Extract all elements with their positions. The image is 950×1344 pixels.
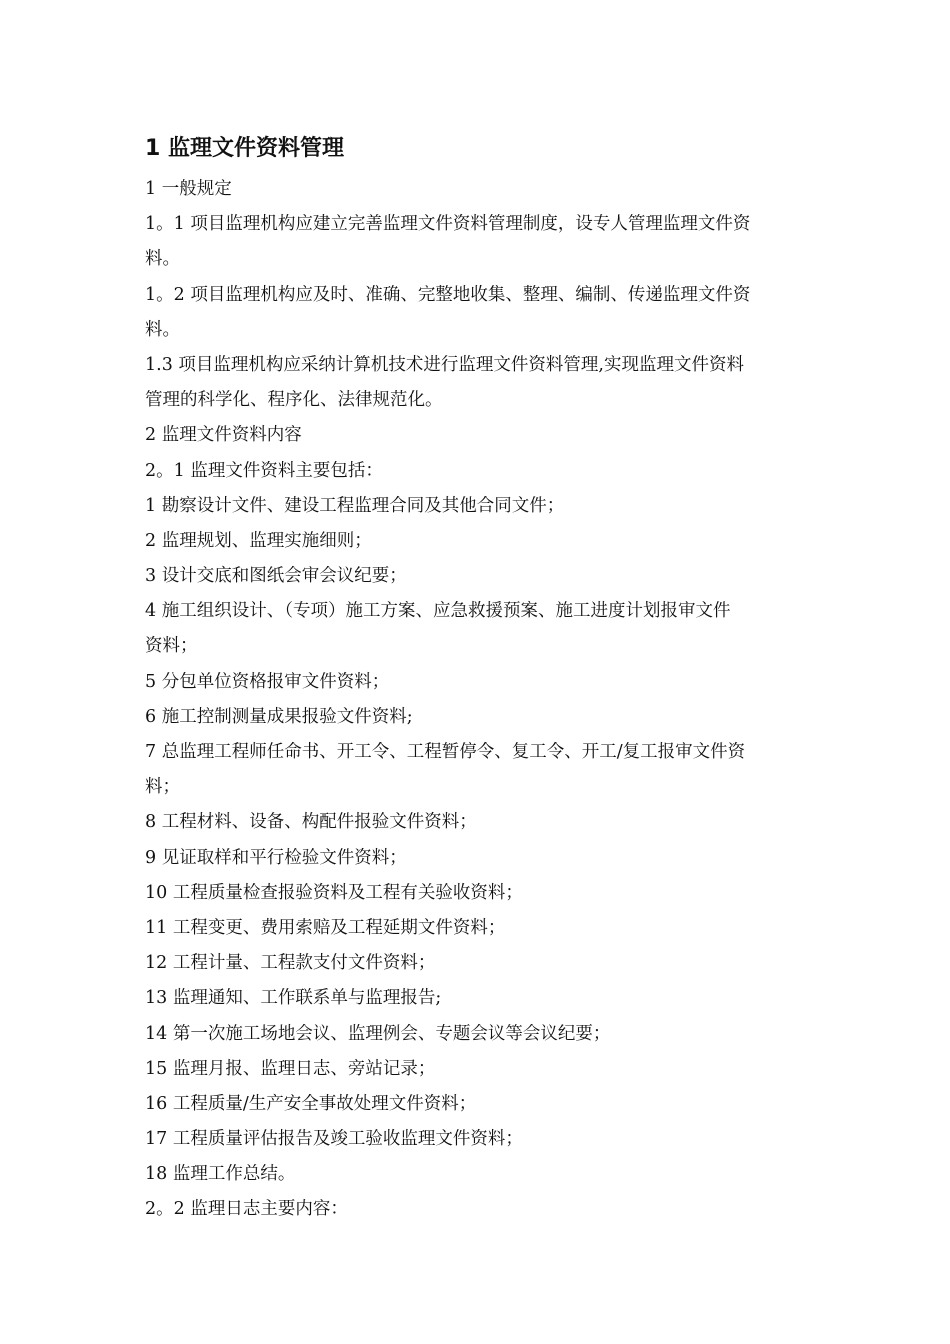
paragraph-line: 14 第一次施工场地会议、监理例会、专题会议等会议纪要；: [145, 1023, 611, 1044]
paragraph-line: 1。1 项目监理机构应建立完善监理文件资料管理制度，设专人管理监理文件资: [145, 214, 751, 235]
paragraph-line: 5 分包单位资格报审文件资料；: [145, 671, 390, 692]
paragraph-line: 资料；: [145, 636, 198, 657]
paragraph-line: 10 工程质量检查报验资料及工程有关验收资料；: [145, 882, 523, 903]
paragraph-line: 3 设计交底和图纸会审会议纪要；: [145, 566, 407, 587]
paragraph-line: 2。1 监理文件资料主要包括：: [145, 460, 383, 481]
paragraph-line: 6 施工控制测量成果报验文件资料;: [145, 706, 413, 727]
paragraph-line: 12 工程计量、工程款支付文件资料；: [145, 953, 436, 974]
paragraph-line: 1.3 项目监理机构应采纳计算机技术进行监理文件资料管理,实现监理文件资料: [145, 354, 744, 375]
paragraph-line: 料。: [145, 249, 180, 270]
paragraph-line: 管理的科学化、程序化、法律规范化。: [145, 390, 443, 411]
paragraph-line: 16 工程质量/生产安全事故处理文件资料；: [145, 1093, 477, 1114]
paragraph-line: 2 监理文件资料内容: [145, 425, 302, 446]
paragraph-line: 9 见证取样和平行检验文件资料；: [145, 847, 407, 868]
paragraph-line: 8 工程材料、设备、构配件报验文件资料；: [145, 812, 477, 833]
section-title: 1 监理文件资料管理: [145, 136, 344, 161]
paragraph-line: 料；: [145, 777, 180, 798]
paragraph-line: 2 监理规划、监理实施细则；: [145, 530, 372, 551]
paragraph-line: 17 工程质量评估报告及竣工验收监理文件资料；: [145, 1129, 523, 1150]
paragraph-line: 4 施工组织设计、（专项）施工方案、应急救援预案、施工进度计划报审文件: [145, 601, 731, 622]
paragraph-line: 15 监理月报、监理日志、旁站记录；: [145, 1058, 436, 1079]
paragraph-line: 11 工程变更、费用索赔及工程延期文件资料；: [145, 917, 506, 938]
paragraph-line: 1 勘察设计文件、建设工程监理合同及其他合同文件；: [145, 495, 565, 516]
paragraph-line: 13 监理通知、工作联系单与监理报告;: [145, 988, 442, 1009]
paragraph-line: 料。: [145, 319, 180, 340]
paragraph-line: 1 一般规定: [145, 179, 232, 199]
paragraph-line: 1。2 项目监理机构应及时、准确、完整地收集、整理、编制、传递监理文件资: [145, 284, 751, 305]
paragraph-line: 18 监理工作总结。: [145, 1164, 296, 1185]
paragraph-line: 2。2 监理日志主要内容：: [145, 1199, 348, 1220]
body-text: [145, 172, 810, 1228]
paragraph-line: 7 总监理工程师任命书、开工令、工程暂停令、复工令、开工/复工报审文件资: [145, 742, 746, 762]
